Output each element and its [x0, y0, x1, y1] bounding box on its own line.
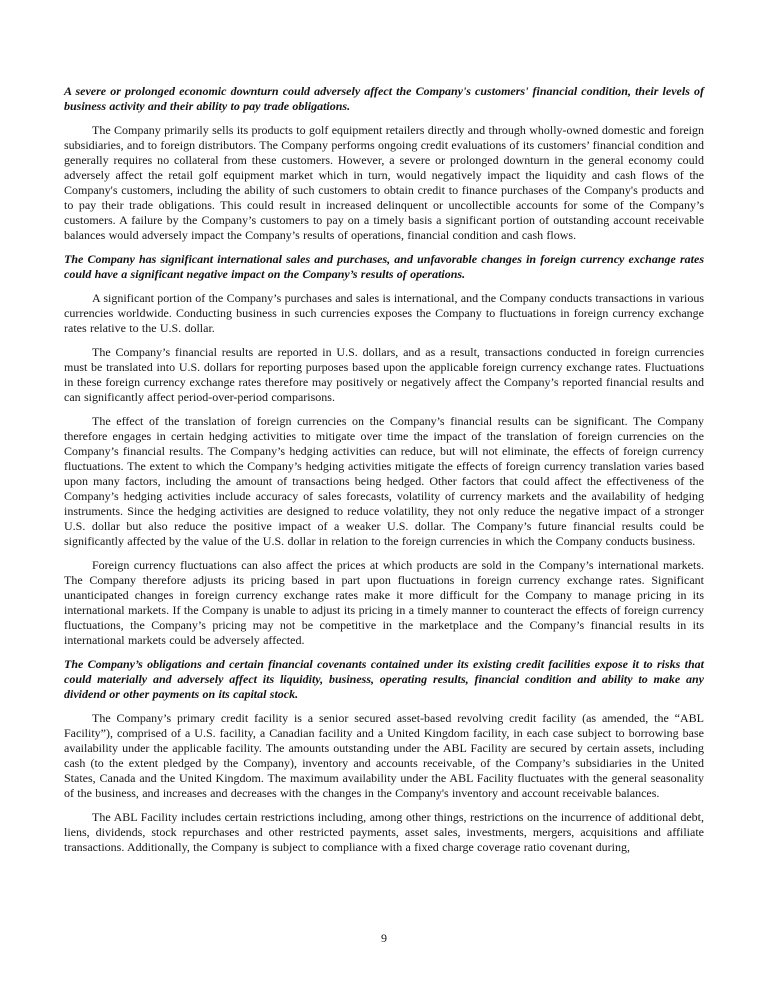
body-paragraph: The Company’s primary credit facility is a senior secured asset-based revolving credit facility (as amended, the “ABL Facility”), comprised of a U.S. facility, a Canadian facility and a United Kingdom facility, in each case subject to borrowing base availability under the applicable facility. The amounts outstanding under the ABL Facility are secured by certain assets, including cash (to the extent pledged by the Company), inventory and accounts receivable, of the Company’s subsidiaries in the United States, Canada and the United Kingdom. The maximum availability under the ABL Facility fluctuates with the general seasonality of the business, and increases and decreases with the changes in the Company's inventory and account receivable balances.	[64, 711, 704, 800]
risk-factor-heading-credit-facilities: The Company’s obligations and certain financial covenants contained under its existing credit facilities expose it to risks that could materially and adversely affect its liquidity, business, operating results, financial condition and ability to make any dividend or other payments on its capital stock.	[64, 657, 704, 701]
body-paragraph: The Company’s financial results are reported in U.S. dollars, and as a result, transactions conducted in foreign currencies must be translated into U.S. dollars for reporting purposes based upon the applicable foreign currency exchange rates. Fluctuations in these foreign currency exchange rates therefore may positively or negatively affect the Company’s reported financial results and can significantly affect period-over-period comparisons.	[64, 345, 704, 404]
page-number: 9	[381, 931, 387, 945]
body-paragraph: A significant portion of the Company’s purchases and sales is international, and the Company conducts transactions in various currencies worldwide. Conducting business in such currencies exposes the Company to fluctuations in foreign currency exchange rates relative to the U.S. dollar.	[64, 291, 704, 335]
risk-factor-heading-foreign-currency: The Company has significant international sales and purchases, and unfavorable changes in foreign currency exchange rates could have a significant negative impact on the Company’s results of operations.	[64, 252, 704, 281]
body-paragraph: Foreign currency fluctuations can also affect the prices at which products are sold in the Company’s international markets. The Company therefore adjusts its pricing based in part upon fluctuations in foreign currency exchange rates. Significant unanticipated changes in foreign currency exchange rates make it more difficult for the Company to manage pricing in its international markets. If the Company is unable to adjust its pricing in a timely manner to counteract the effects of foreign currency fluctuations, the Company’s pricing may not be competitive in the marketplace and the Company’s financial results in its international markets could be adversely affected.	[64, 558, 704, 647]
risk-factor-heading-economic-downturn: A severe or prolonged economic downturn could adversely affect the Company's customers' financial condition, their levels of business activity and their ability to pay trade obligations.	[64, 84, 704, 113]
body-paragraph: The effect of the translation of foreign currencies on the Company’s financial results can be significant. The Company therefore engages in certain hedging activities to mitigate over time the impact of the translation of foreign currencies on the Company’s financial results. The Company’s hedging activities can reduce, but will not eliminate, the effects of foreign currency fluctuations. The extent to which the Company’s hedging activities mitigate the effects of foreign currency translation varies based upon many factors, including the amount of transactions being hedged. Other factors that could affect the effectiveness of the Company’s hedging activities include accuracy of sales forecasts, volatility of currency markets and the availability of hedging instruments. Since the hedging activities are designed to reduce volatility, they not only reduce the negative impact of a stronger U.S. dollar but also reduce the positive impact of a weaker U.S. dollar. The Company’s future financial results could be significantly affected by the value of the U.S. dollar in relation to the foreign currencies in which the Company conducts business.	[64, 414, 704, 548]
body-paragraph: The Company primarily sells its products to golf equipment retailers directly and through wholly-owned domestic and foreign subsidiaries, and to foreign distributors. The Company performs ongoing credit evaluations of its customers’ financial condition and generally requires no collateral from these customers. However, a severe or prolonged downturn in the general economy could adversely affect the retail golf equipment market which in turn, would negatively impact the liquidity and cash flows of the Company's customers, including the ability of such customers to obtain credit to finance purchases of the Company's products and to pay their trade obligations. This could result in increased delinquent or uncollectible accounts for some of the Company’s customers. A failure by the Company’s customers to pay on a timely basis a significant portion of outstanding account receivable balances would adversely impact the Company’s results of operations, financial condition and cash flows.	[64, 123, 704, 242]
page-content	[64, 72, 704, 855]
body-paragraph: The ABL Facility includes certain restrictions including, among other things, restrictions on the incurrence of additional debt, liens, dividends, stock repurchases and other restricted payments, asset sales, investments, mergers, acquisitions and affiliate transactions. Additionally, the Company is subject to compliance with a fixed charge coverage ratio covenant during,	[64, 810, 704, 854]
